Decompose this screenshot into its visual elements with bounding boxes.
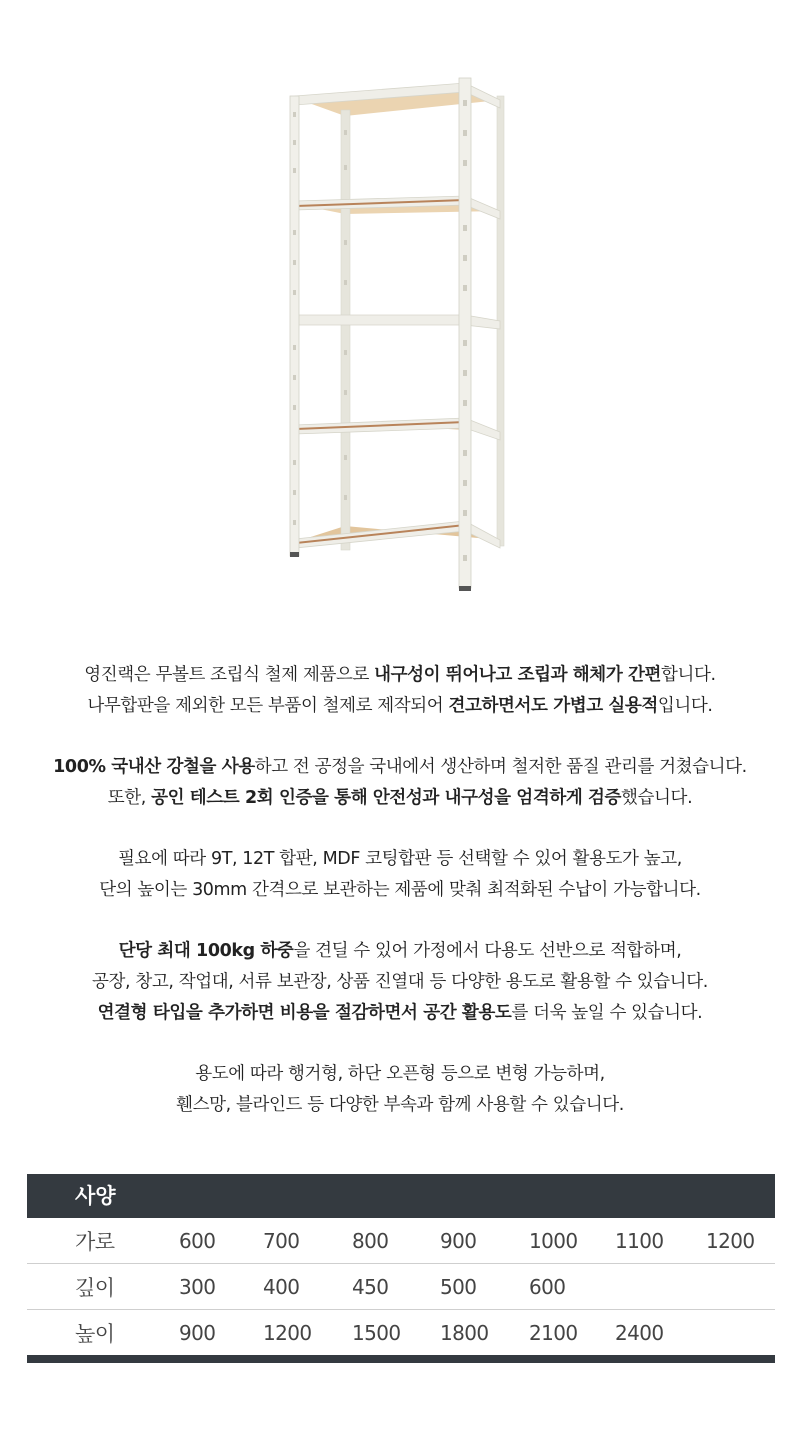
description-highlight: 견고하면서도 가볍고 실용적 [448,696,658,716]
description-text: 를 더욱 높일 수 있습니다. [511,1003,703,1023]
spec-cell: 450 [352,1274,389,1299]
spec-cell: 1200 [263,1320,312,1345]
description-line [0,998,800,1029]
description-paragraph [0,1059,800,1121]
description-highlight: 내구성이 뛰어나고 조립과 해체가 간편 [374,665,662,685]
spec-cell: 600 [179,1228,216,1253]
spec-cell: 400 [263,1274,300,1299]
description-text: 했습니다. [621,788,693,808]
description-text: 단의 높이는 30mm 간격으로 보관하는 제품에 맞춰 최적화된 수납이 가능합니다. [99,880,701,900]
spec-cell: 800 [352,1228,389,1253]
description-highlight: 단당 최대 100kg 하중 [118,941,294,961]
description-paragraph [0,752,800,814]
description-text: 또한, [107,788,152,808]
description-text: 영진랙은 무볼트 조립식 철제 제품으로 [84,665,375,685]
spec-table [27,1174,775,1363]
product-image-shelving-rack [0,0,800,620]
spec-cell: 700 [263,1228,300,1253]
shelf-posts [290,78,471,588]
spec-cell: 1000 [529,1228,578,1253]
description-text: 용도에 따라 행거형, 하단 오픈형 등으로 변형 가능하며, [195,1064,605,1084]
description-line [0,1090,800,1121]
spec-row-label: 높이 [75,1321,115,1346]
spec-row-label: 가로 [75,1229,115,1254]
spec-cell: 1800 [440,1320,489,1345]
spec-cell: 900 [440,1228,477,1253]
description-text: 공장, 창고, 작업대, 서류 보관장, 상품 진열대 등 다양한 용도로 활용할 수 있습니다. [92,972,708,992]
description-text: 나무합판을 제외한 모든 부품이 철제로 제작되어 [87,696,449,716]
spec-cell: 900 [179,1320,216,1345]
description-line [0,875,800,906]
description-text: 하고 전 공정을 국내에서 생산하며 철저한 품질 관리를 거쳤습니다. [254,757,747,777]
spec-cell: 2100 [529,1320,578,1345]
spec-cell: 1200 [706,1228,755,1253]
spec-row-label: 깊이 [75,1275,115,1300]
description-text: 휀스망, 블라인드 등 다양한 부속과 함께 사용할 수 있습니다. [176,1095,624,1115]
spec-cell: 600 [529,1274,566,1299]
description-paragraph [0,936,800,1029]
description-line [0,783,800,814]
description-paragraph [0,844,800,906]
spec-cell: 500 [440,1274,477,1299]
product-description [0,660,800,1151]
spec-table-title: 사양 [27,1174,775,1218]
description-highlight: 공인 테스트 2회 인증을 통해 안전성과 내구성을 엄격하게 검증 [151,788,622,808]
description-line [0,1059,800,1090]
description-text: 을 견딜 수 있어 가정에서 다용도 선반으로 적합하며, [293,941,682,961]
description-line [0,752,800,783]
description-paragraph [0,660,800,722]
description-text: 입니다. [657,696,713,716]
spec-cell: 300 [179,1274,216,1299]
description-line [0,936,800,967]
spec-table-bottom-bar [27,1355,775,1363]
description-text: 필요에 따라 9T, 12T 합판, MDF 코팅합판 등 선택할 수 있어 활용도가 높고, [118,849,682,869]
spec-row [27,1310,775,1355]
spec-cell: 1100 [615,1228,664,1253]
description-line [0,967,800,998]
description-text: 합니다. [661,665,716,685]
description-line [0,691,800,722]
spec-row [27,1264,775,1310]
spec-row [27,1218,775,1264]
description-highlight: 연결형 타입을 추가하면 비용을 절감하면서 공간 활용도 [97,1003,512,1023]
description-highlight: 100% 국내산 강철을 사용 [53,757,255,777]
spec-cell: 1500 [352,1320,401,1345]
description-line [0,844,800,875]
description-line [0,660,800,691]
spec-cell: 2400 [615,1320,664,1345]
